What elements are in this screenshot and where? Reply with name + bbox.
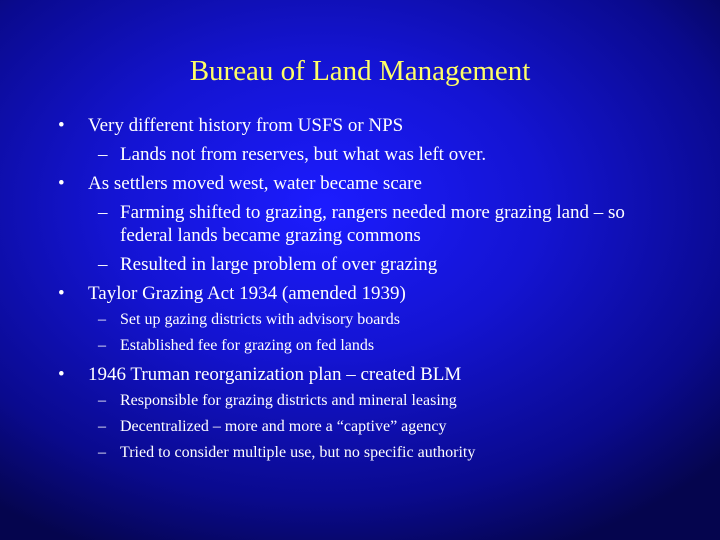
- bullet-text-history: Very different history from USFS or NPS: [88, 115, 404, 136]
- bullet-icon: •: [58, 364, 65, 385]
- sub-text-overgrazing: Resulted in large problem of over grazing: [120, 254, 438, 275]
- bullet-text-taylor-act: Taylor Grazing Act 1934 (amended 1939): [88, 283, 406, 304]
- dash-icon: –: [98, 337, 106, 354]
- dash-icon: –: [98, 144, 108, 165]
- sub-text-responsible: Responsible for grazing districts and mineral leasing: [120, 392, 457, 409]
- sub-text-multiple-use: Tried to consider multiple use, but no specific authority: [120, 444, 476, 461]
- bullet-icon: •: [58, 173, 65, 194]
- dash-icon: –: [98, 254, 108, 275]
- dash-icon: –: [98, 392, 106, 409]
- bullet-icon: •: [58, 283, 65, 304]
- bullet-text-settlers: As settlers moved west, water became scare: [88, 173, 422, 194]
- sub-text-farming-continued: federal lands became grazing commons: [120, 225, 421, 246]
- slide-title: Bureau of Land Management: [189, 55, 531, 87]
- dash-icon: –: [98, 202, 108, 223]
- sub-text-farming: Farming shifted to grazing, rangers needed more grazing land – so: [120, 202, 625, 223]
- sub-text-decentralized: Decentralized – more and more a “captive” agency: [120, 418, 447, 435]
- bullet-text-truman: 1946 Truman reorganization plan – created BLM: [88, 364, 462, 385]
- dash-icon: –: [98, 418, 106, 435]
- sub-text-lands: Lands not from reserves, but what was left over.: [120, 144, 487, 165]
- bullet-icon: •: [58, 115, 65, 136]
- dash-icon: –: [98, 311, 106, 328]
- sub-text-fee: Established fee for grazing on fed lands: [120, 337, 375, 354]
- sub-text-districts: Set up gazing districts with advisory boards: [120, 311, 400, 328]
- dash-icon: –: [98, 444, 106, 461]
